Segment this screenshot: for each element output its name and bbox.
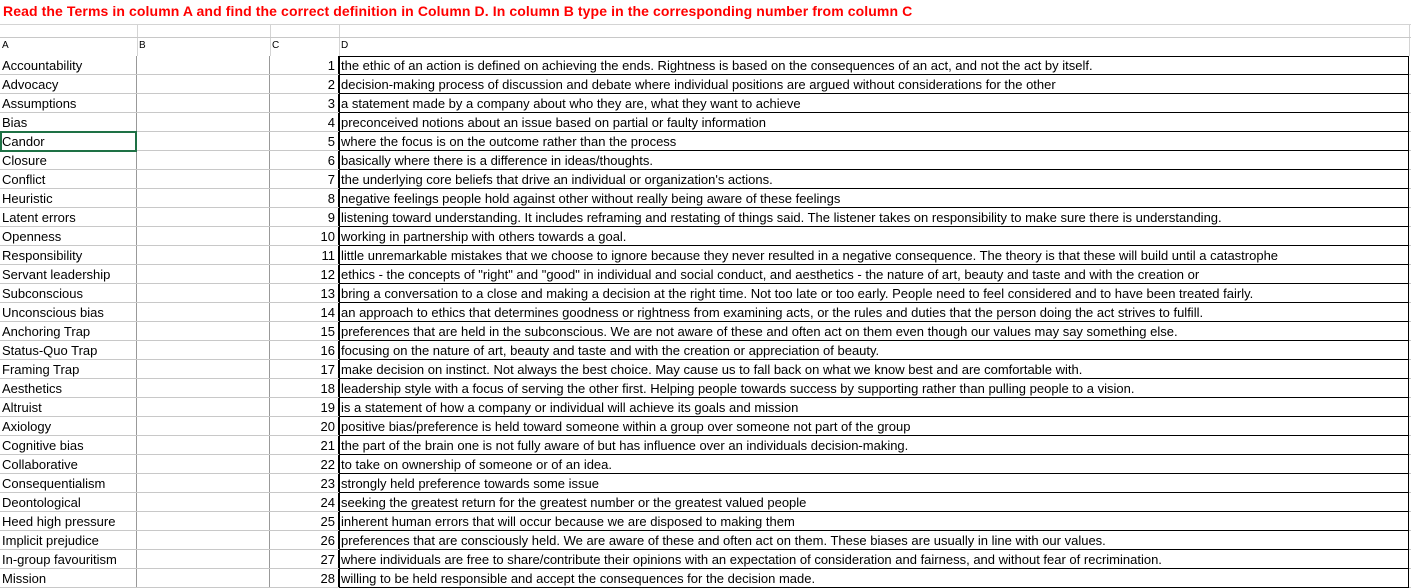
number-cell[interactable]: 16 <box>270 341 339 360</box>
answer-cell[interactable] <box>137 455 270 474</box>
number-cell[interactable]: 1 <box>270 56 339 75</box>
term-cell[interactable]: Framing Trap <box>0 360 137 379</box>
definition-cell[interactable]: working in partnership with others towards a goal. <box>339 227 1409 246</box>
term-cell[interactable]: Advocacy <box>0 75 137 94</box>
definition-cell[interactable]: is a statement of how a company or individual will achieve its goals and mission <box>339 398 1409 417</box>
answer-cell[interactable] <box>137 303 270 322</box>
column-a-label: A <box>2 40 9 51</box>
definition-cell[interactable]: the part of the brain one is not fully aware of but has influence over an individuals decision-making. <box>339 436 1409 455</box>
number-cell[interactable]: 27 <box>270 550 339 569</box>
number-cell[interactable]: 9 <box>270 208 339 227</box>
table-row <box>0 455 1411 474</box>
answer-cell[interactable] <box>137 170 270 189</box>
table-row <box>0 550 1411 569</box>
answer-cell[interactable] <box>137 208 270 227</box>
number-cell[interactable]: 11 <box>270 246 339 265</box>
term-cell[interactable]: Cognitive bias <box>0 436 137 455</box>
definition-cell[interactable]: a statement made by a company about who they are, what they want to achieve <box>339 94 1409 113</box>
definition-cell[interactable]: decision-making process of discussion and debate where individual positions are argued without considerations for the other <box>339 75 1409 94</box>
term-cell[interactable]: Conflict <box>0 170 137 189</box>
definition-cell[interactable]: little unremarkable mistakes that we choose to ignore because they never resulted in a negative consequence. The theory is that these will build until a catastrophe <box>339 246 1409 265</box>
table-row <box>0 569 1411 588</box>
definition-cell[interactable]: an approach to ethics that determines goodness or rightness from examining acts, or the rules and duties that the person doing the act strives to fulfill. <box>339 303 1409 322</box>
table-row <box>0 94 1411 113</box>
answer-cell[interactable] <box>137 246 270 265</box>
definition-cell[interactable]: negative feelings people hold against other without really being aware of these feelings <box>339 189 1409 208</box>
term-cell[interactable]: Responsibility <box>0 246 137 265</box>
answer-cell[interactable] <box>137 265 270 284</box>
table-row <box>0 398 1411 417</box>
number-cell[interactable]: 21 <box>270 436 339 455</box>
number-cell[interactable]: 18 <box>270 379 339 398</box>
answer-cell[interactable] <box>137 151 270 170</box>
definition-cell[interactable]: to take on ownership of someone or of an idea. <box>339 455 1409 474</box>
number-cell[interactable]: 4 <box>270 113 339 132</box>
answer-cell[interactable] <box>137 322 270 341</box>
answer-cell[interactable] <box>137 531 270 550</box>
definition-cell[interactable]: basically where there is a difference in ideas/thoughts. <box>339 151 1409 170</box>
number-cell[interactable]: 2 <box>270 75 339 94</box>
number-cell[interactable]: 17 <box>270 360 339 379</box>
definition-cell[interactable]: focusing on the nature of art, beauty and taste and with the creation or appreciation of beauty. <box>339 341 1409 360</box>
term-cell[interactable]: Mission <box>0 569 137 588</box>
answer-cell[interactable] <box>137 512 270 531</box>
term-cell[interactable]: Bias <box>0 113 137 132</box>
table-row <box>0 436 1411 455</box>
table-row <box>0 227 1411 246</box>
table-row <box>0 322 1411 341</box>
definition-cell[interactable]: the underlying core beliefs that drive an individual or organization's actions. <box>339 170 1409 189</box>
term-cell[interactable]: Servant leadership <box>0 265 137 284</box>
answer-cell[interactable] <box>137 284 270 303</box>
definition-cell[interactable]: strongly held preference towards some issue <box>339 474 1409 493</box>
number-cell[interactable]: 8 <box>270 189 339 208</box>
term-cell[interactable]: Anchoring Trap <box>0 322 137 341</box>
instruction-text: Read the Terms in column A and find the correct definition in Column D. In column B type in the corresponding number from column C <box>3 3 913 19</box>
table-row <box>0 531 1411 550</box>
table-row <box>0 246 1411 265</box>
term-cell[interactable]: Openness <box>0 227 137 246</box>
table-row <box>0 265 1411 284</box>
answer-cell[interactable] <box>137 398 270 417</box>
definition-cell[interactable]: where individuals are free to share/contribute their opinions with an expectation of consideration and fairness, and without fear of recrimination. <box>339 550 1409 569</box>
table-row <box>0 132 1411 151</box>
answer-cell[interactable] <box>137 56 270 75</box>
number-cell[interactable]: 19 <box>270 398 339 417</box>
definition-cell[interactable]: willing to be held responsible and accept the consequences for the decision made. <box>339 569 1409 588</box>
definition-cell[interactable]: ethics - the concepts of "right" and "good" in individual and social conduct, and aesthetics - the nature of art, beauty and taste and with the creation or <box>339 265 1409 284</box>
term-cell[interactable]: Assumptions <box>0 94 137 113</box>
number-cell[interactable]: 26 <box>270 531 339 550</box>
answer-cell[interactable] <box>137 94 270 113</box>
answer-cell[interactable] <box>137 132 270 151</box>
definition-cell[interactable]: positive bias/preference is held toward someone within a group over someone not part of the group <box>339 417 1409 436</box>
term-cell[interactable]: Status-Quo Trap <box>0 341 137 360</box>
gridline <box>270 24 271 56</box>
column-d-label: D <box>341 40 349 51</box>
term-cell[interactable]: Accountability <box>0 56 137 75</box>
number-cell[interactable]: 13 <box>270 284 339 303</box>
title-row[interactable] <box>0 0 1411 25</box>
gridline <box>1409 24 1410 56</box>
term-cell[interactable]: Altruist <box>0 398 137 417</box>
definition-cell[interactable]: preferences that are consciously held. We are aware of these and often act on them. These biases are usually in line with our values. <box>339 531 1409 550</box>
term-cell[interactable]: Heed high pressure <box>0 512 137 531</box>
number-cell[interactable]: 3 <box>270 94 339 113</box>
number-cell[interactable]: 22 <box>270 455 339 474</box>
column-b-label: B <box>139 40 146 51</box>
definition-cell[interactable]: seeking the greatest return for the greatest number or the greatest valued people <box>339 493 1409 512</box>
table-row <box>0 75 1411 94</box>
definition-cell[interactable]: bring a conversation to a close and making a decision at the right time. Not too late or too early. People need to feel considered and to have been treated fairly. <box>339 284 1409 303</box>
answer-cell[interactable] <box>137 360 270 379</box>
answer-cell[interactable] <box>137 75 270 94</box>
table-row <box>0 493 1411 512</box>
table-row <box>0 379 1411 398</box>
table-row <box>0 341 1411 360</box>
term-cell[interactable]: Subconscious <box>0 284 137 303</box>
gridline <box>339 24 340 56</box>
number-cell[interactable]: 14 <box>270 303 339 322</box>
table-row <box>0 474 1411 493</box>
term-cell[interactable]: In-group favouritism <box>0 550 137 569</box>
definition-cell[interactable]: preconceived notions about an issue based on partial or faulty information <box>339 113 1409 132</box>
term-cell[interactable]: Closure <box>0 151 137 170</box>
definition-cell[interactable]: the ethic of an action is defined on achieving the ends. Rightness is based on the consequences of an act, and not the act by itself. <box>339 56 1409 75</box>
answer-cell[interactable] <box>137 474 270 493</box>
definition-cell[interactable]: make decision on instinct. Not always the best choice. May cause us to fall back on what we know best and are comfortable with. <box>339 360 1409 379</box>
table-row <box>0 284 1411 303</box>
definition-cell[interactable]: listening toward understanding. It includes reframing and restating of things said. The listener takes on responsibility to make sure there is understanding. <box>339 208 1409 227</box>
number-cell[interactable]: 23 <box>270 474 339 493</box>
number-cell[interactable]: 20 <box>270 417 339 436</box>
term-cell[interactable]: Aesthetics <box>0 379 137 398</box>
table-row <box>0 170 1411 189</box>
table-row <box>0 56 1411 75</box>
table-row <box>0 113 1411 132</box>
answer-cell[interactable] <box>137 379 270 398</box>
answer-cell[interactable] <box>137 569 270 588</box>
table-row <box>0 360 1411 379</box>
definition-cell[interactable]: leadership style with a focus of serving the other first. Helping people towards success by supporting rather than pulling people to a vision. <box>339 379 1409 398</box>
gridline <box>0 37 1411 38</box>
number-cell[interactable]: 7 <box>270 170 339 189</box>
table-row <box>0 151 1411 170</box>
term-cell[interactable]: Heuristic <box>0 189 137 208</box>
column-c-label: C <box>272 40 280 51</box>
number-cell[interactable]: 6 <box>270 151 339 170</box>
table-row <box>0 417 1411 436</box>
number-cell[interactable]: 15 <box>270 322 339 341</box>
column-label-row <box>0 38 1411 56</box>
term-cell[interactable]: Collaborative <box>0 455 137 474</box>
number-cell[interactable]: 28 <box>270 569 339 588</box>
term-cell[interactable]: Latent errors <box>0 208 137 227</box>
number-cell[interactable]: 12 <box>270 265 339 284</box>
number-cell[interactable]: 24 <box>270 493 339 512</box>
term-cell[interactable]: Unconscious bias <box>0 303 137 322</box>
answer-cell[interactable] <box>137 341 270 360</box>
number-cell[interactable]: 5 <box>270 132 339 151</box>
table-row <box>0 189 1411 208</box>
term-cell[interactable]: Implicit prejudice <box>0 531 137 550</box>
table-row <box>0 303 1411 322</box>
answer-cell[interactable] <box>137 550 270 569</box>
table-row <box>0 512 1411 531</box>
definition-cell[interactable]: preferences that are held in the subconscious. We are not aware of these and often act on them even though our values may say something else. <box>339 322 1409 341</box>
table-row <box>0 208 1411 227</box>
answer-cell[interactable] <box>137 227 270 246</box>
answer-cell[interactable] <box>137 113 270 132</box>
term-cell[interactable]: Deontological <box>0 493 137 512</box>
answer-cell[interactable] <box>137 436 270 455</box>
term-cell[interactable]: Candor <box>0 132 137 151</box>
answer-cell[interactable] <box>137 493 270 512</box>
answer-cell[interactable] <box>137 417 270 436</box>
term-cell[interactable]: Axiology <box>0 417 137 436</box>
definition-cell[interactable]: where the focus is on the outcome rather than the process <box>339 132 1409 151</box>
number-cell[interactable]: 25 <box>270 512 339 531</box>
answer-cell[interactable] <box>137 189 270 208</box>
term-cell[interactable]: Consequentialism <box>0 474 137 493</box>
number-cell[interactable]: 10 <box>270 227 339 246</box>
definition-cell[interactable]: inherent human errors that will occur because we are disposed to making them <box>339 512 1409 531</box>
gridline <box>137 24 138 56</box>
